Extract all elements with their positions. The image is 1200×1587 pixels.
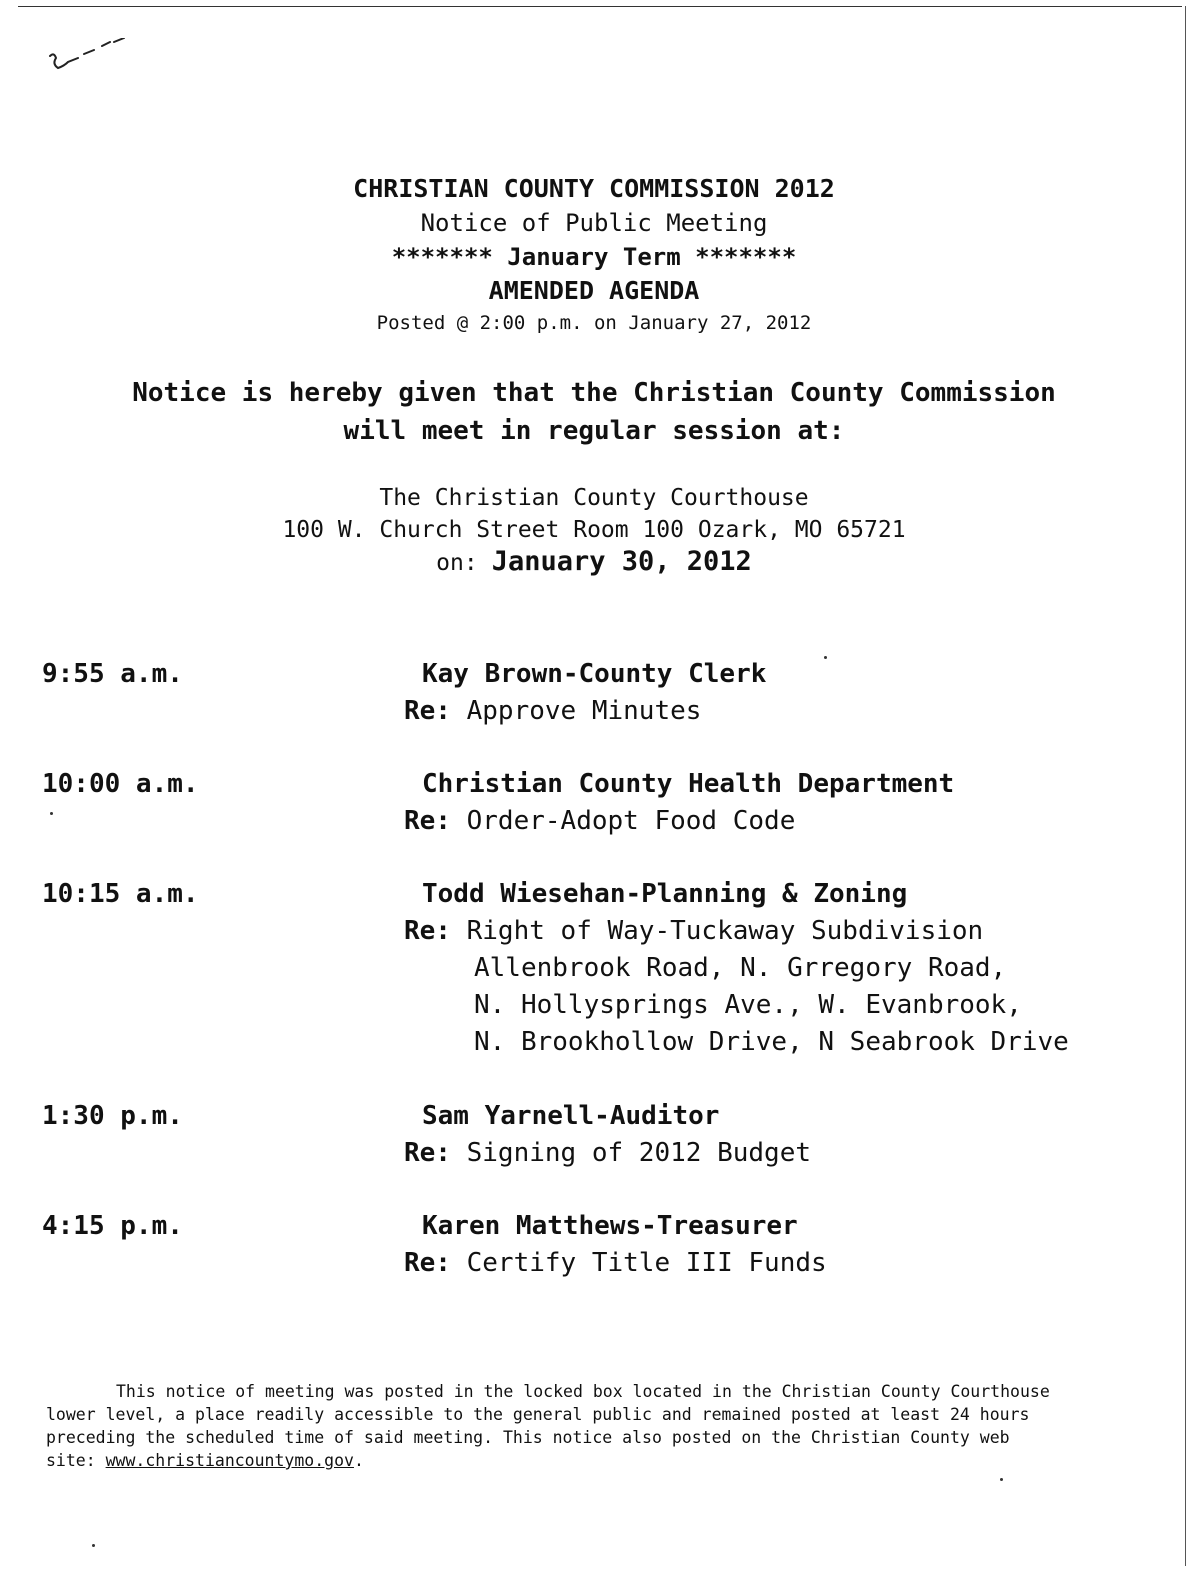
agenda-subject-text: Order-Adopt Food Code bbox=[466, 806, 796, 836]
agenda-subject-text: Certify Title III Funds bbox=[466, 1248, 827, 1278]
agenda-presenter: Karen Matthews-Treasurer bbox=[422, 1211, 798, 1241]
scan-speck bbox=[50, 812, 53, 815]
re-label: Re: bbox=[404, 916, 451, 946]
meeting-subtitle: Notice of Public Meeting bbox=[420, 209, 768, 237]
scan-speck bbox=[92, 1544, 95, 1547]
agenda-presenter: Todd Wiesehan-Planning & Zoning bbox=[422, 879, 908, 909]
meeting-location bbox=[0, 482, 1188, 579]
footnote-site-prefix: site: bbox=[46, 1451, 106, 1470]
footnote-line-2: lower level, a place readily accessible to the general public and remained posted at least 24 hours bbox=[46, 1405, 1030, 1424]
agenda-subject-continuation: N. Brookhollow Drive, N Seabrook Drive bbox=[474, 1027, 1069, 1057]
re-label: Re: bbox=[404, 1248, 451, 1278]
location-address: 100 W. Church Street Room 100 Ozark, MO 65721 bbox=[282, 517, 906, 543]
agenda-presenter: Kay Brown-County Clerk bbox=[422, 659, 767, 689]
location-place: The Christian County Courthouse bbox=[379, 485, 809, 511]
agenda-subject-text: Signing of 2012 Budget bbox=[466, 1138, 811, 1168]
agenda-time: 9:55 a.m. bbox=[42, 659, 183, 689]
notice-line-2: will meet in regular session at: bbox=[343, 416, 845, 446]
handwritten-mark-icon bbox=[44, 38, 134, 78]
agenda-subject bbox=[404, 1135, 811, 1172]
meeting-date: January 30, 2012 bbox=[491, 546, 752, 577]
re-label: Re: bbox=[404, 806, 451, 836]
agenda-subject bbox=[404, 693, 701, 730]
county-website-link[interactable]: www.christiancountymo.gov bbox=[105, 1451, 354, 1470]
re-label: Re: bbox=[404, 1138, 451, 1168]
page-border-top bbox=[18, 6, 1182, 7]
agenda-presenter: Sam Yarnell-Auditor bbox=[422, 1101, 720, 1131]
footnote-line-1: This notice of meeting was posted in the locked box located in the Christian County Courthouse bbox=[116, 1382, 1050, 1401]
footnote-line-4 bbox=[46, 1449, 1136, 1472]
agenda-subject bbox=[404, 1245, 827, 1282]
agenda-subject bbox=[404, 803, 795, 840]
agenda-time: 10:15 a.m. bbox=[42, 879, 199, 909]
footnote-line-3: preceding the scheduled time of said meeting. This notice also posted on the Christian County web bbox=[46, 1428, 1010, 1447]
agenda-subject-text: Right of Way-Tuckaway Subdivision bbox=[466, 916, 984, 946]
amended-agenda-label: AMENDED AGENDA bbox=[488, 276, 700, 305]
agenda-time: 1:30 p.m. bbox=[42, 1101, 183, 1131]
agenda-subject-continuation: N. Hollysprings Ave., W. Evanbrook, bbox=[474, 990, 1022, 1020]
meeting-date-line bbox=[0, 546, 1188, 579]
notice-line-1: Notice is hereby given that the Christian County Commission bbox=[132, 378, 1056, 408]
posting-footnote bbox=[46, 1380, 1136, 1472]
posted-time: Posted @ 2:00 p.m. on January 27, 2012 bbox=[376, 312, 812, 334]
scan-speck bbox=[824, 656, 827, 659]
re-label: Re: bbox=[404, 696, 451, 726]
agenda-time: 10:00 a.m. bbox=[42, 769, 199, 799]
notice-statement bbox=[0, 374, 1188, 450]
agenda-subject bbox=[404, 913, 1069, 1061]
agenda-header bbox=[0, 172, 1188, 338]
agenda-presenter: Christian County Health Department bbox=[422, 769, 955, 799]
agenda-subject-text: Approve Minutes bbox=[466, 696, 702, 726]
footnote-site-suffix: . bbox=[353, 1451, 364, 1470]
term-line: ******* January Term ******* bbox=[391, 243, 797, 271]
agenda-time: 4:15 p.m. bbox=[42, 1211, 183, 1241]
scan-speck bbox=[1000, 1478, 1003, 1481]
agenda-subject-continuation: Allenbrook Road, N. Grregory Road, bbox=[474, 953, 1007, 983]
on-label: on: bbox=[436, 550, 478, 576]
commission-title: CHRISTIAN COUNTY COMMISSION 2012 bbox=[353, 174, 835, 203]
